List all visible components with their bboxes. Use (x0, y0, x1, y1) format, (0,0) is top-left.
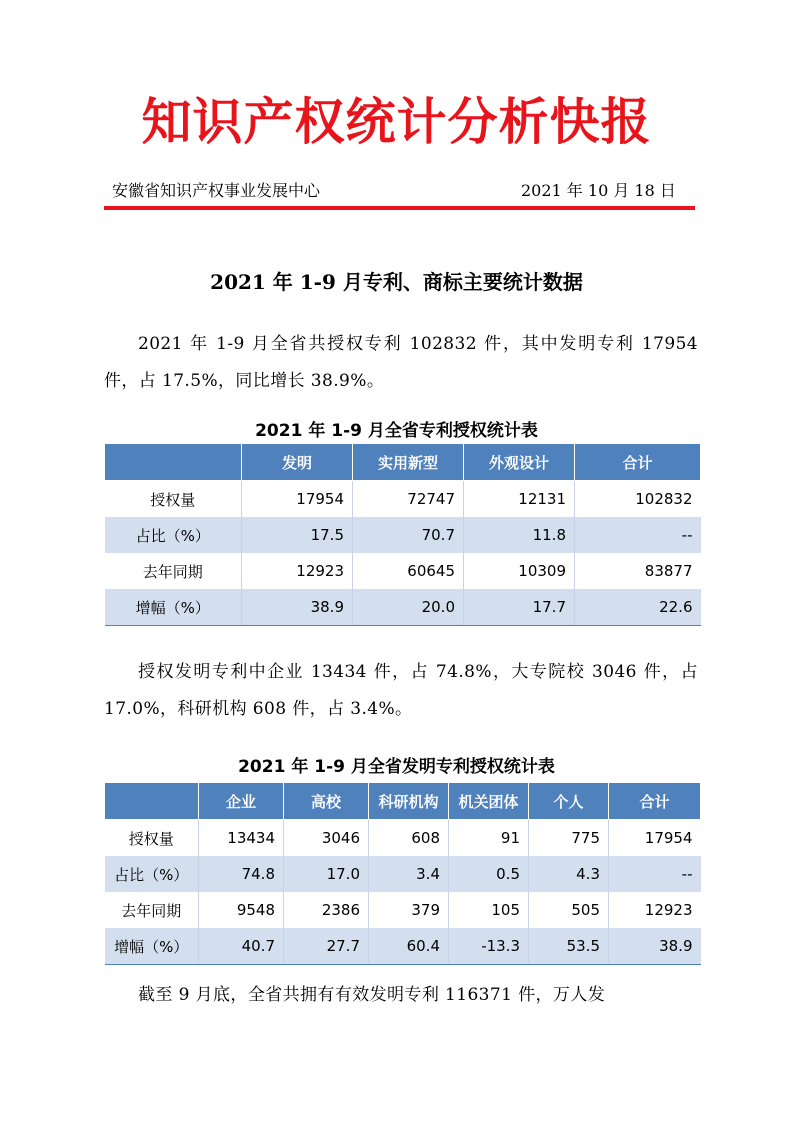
table-row (105, 856, 701, 892)
row-label: 授权量 (105, 820, 199, 857)
organization-name: 安徽省知识产权事业发展中心 (112, 181, 321, 200)
table-cell: 12923 (242, 553, 353, 589)
invention-grant-table (104, 782, 701, 965)
table-header-cell: 科研机构 (369, 783, 449, 820)
table-row (105, 553, 701, 589)
row-label: 增幅（%） (105, 928, 199, 965)
row-label: 增幅（%） (105, 589, 242, 626)
table-row (105, 589, 701, 626)
table-header-row (105, 444, 701, 481)
masthead-title: 知识产权统计分析快报 (141, 92, 652, 151)
row-label: 去年同期 (105, 892, 199, 928)
table-header-cell: 实用新型 (353, 444, 464, 481)
table-cell: 505 (529, 892, 609, 928)
table-header-cell: 机关团体 (449, 783, 529, 820)
table-cell: 379 (369, 892, 449, 928)
patent-grant-table (104, 443, 701, 626)
table-row (105, 892, 701, 928)
table-cell: 17954 (644, 829, 693, 847)
table-cell: 38.9 (242, 589, 353, 626)
table-cell: -- (575, 517, 701, 553)
table-header-cell: 合计 (609, 783, 701, 820)
table-header-cell: 合计 (575, 444, 701, 481)
table-cell: 17.0 (284, 856, 369, 892)
table-cell: 53.5 (529, 928, 609, 965)
paragraph-valid-patents: 截至 9 月底，全省共拥有有效发明专利 116371 件，万人发 (138, 985, 606, 1005)
table-cell: -- (609, 856, 701, 892)
table-cell: 775 (529, 820, 609, 857)
table-header-cell: 个人 (529, 783, 609, 820)
table-cell: 38.9 (609, 928, 701, 965)
red-divider (104, 206, 695, 210)
table-row (105, 928, 701, 965)
table-cell: 2386 (284, 892, 369, 928)
table-cell: 22.6 (575, 589, 701, 626)
table-cell: 83877 (644, 562, 693, 580)
table-cell: 12131 (464, 481, 575, 518)
table-cell: 10309 (464, 553, 575, 589)
table-cell: 105 (449, 892, 529, 928)
table-row (105, 481, 701, 518)
table-header-row (105, 783, 701, 820)
table-cell: 60645 (353, 553, 464, 589)
table-cell: 3.4 (369, 856, 449, 892)
table-cell: 12923 (644, 901, 693, 919)
table-cell: 72747 (353, 481, 464, 518)
table-cell: 9548 (199, 892, 284, 928)
paragraph-patent-summary: 2021 年 1-9 月全省共授权专利 102832 件，其中发明专利 17954 件，占 17.5%，同比增长 38.9%。 (104, 334, 698, 391)
table-cell: 3046 (284, 820, 369, 857)
table-cell: 40.7 (199, 928, 284, 965)
table-row (105, 517, 701, 553)
table-cell: 74.8 (199, 856, 284, 892)
table-header-cell: 企业 (199, 783, 284, 820)
table-header-cell: 外观设计 (464, 444, 575, 481)
table-cell: 70.7 (353, 517, 464, 553)
table-cell: 20.0 (353, 589, 464, 626)
table-cell: -13.3 (449, 928, 529, 965)
row-label: 授权量 (105, 481, 242, 518)
table-header-cell (105, 783, 199, 820)
table-cell: 91 (449, 820, 529, 857)
issue-date: 2021 年 10 月 18 日 (521, 181, 676, 200)
table-cell: 0.5 (449, 856, 529, 892)
table-cell: 17954 (242, 481, 353, 518)
table-cell: 17.7 (464, 589, 575, 626)
table1-title: 2021 年 1-9 月全省专利授权统计表 (255, 421, 538, 441)
table-header-cell: 高校 (284, 783, 369, 820)
row-label: 去年同期 (105, 553, 242, 589)
paragraph-invention-breakdown: 授权发明专利中企业 13434 件，占 74.8%，大专院校 3046 件，占 17.0%，科研机构 608 件，占 3.4%。 (104, 662, 698, 719)
table-cell: 102832 (635, 490, 693, 508)
table-cell: 27.7 (284, 928, 369, 965)
table-cell: 17.5 (242, 517, 353, 553)
table-cell: 4.3 (529, 856, 609, 892)
row-label: 占比（%） (105, 856, 199, 892)
table-row (105, 820, 701, 857)
table-cell: 60.4 (369, 928, 449, 965)
table-header-cell: 发明 (242, 444, 353, 481)
table-cell: 13434 (199, 820, 284, 857)
document-title: 2021 年 1-9 月专利、商标主要统计数据 (210, 270, 583, 294)
table-cell: 11.8 (464, 517, 575, 553)
table-cell: 608 (369, 820, 449, 857)
table2-title: 2021 年 1-9 月全省发明专利授权统计表 (238, 757, 555, 777)
table-header-cell (105, 444, 242, 481)
row-label: 占比（%） (105, 517, 242, 553)
